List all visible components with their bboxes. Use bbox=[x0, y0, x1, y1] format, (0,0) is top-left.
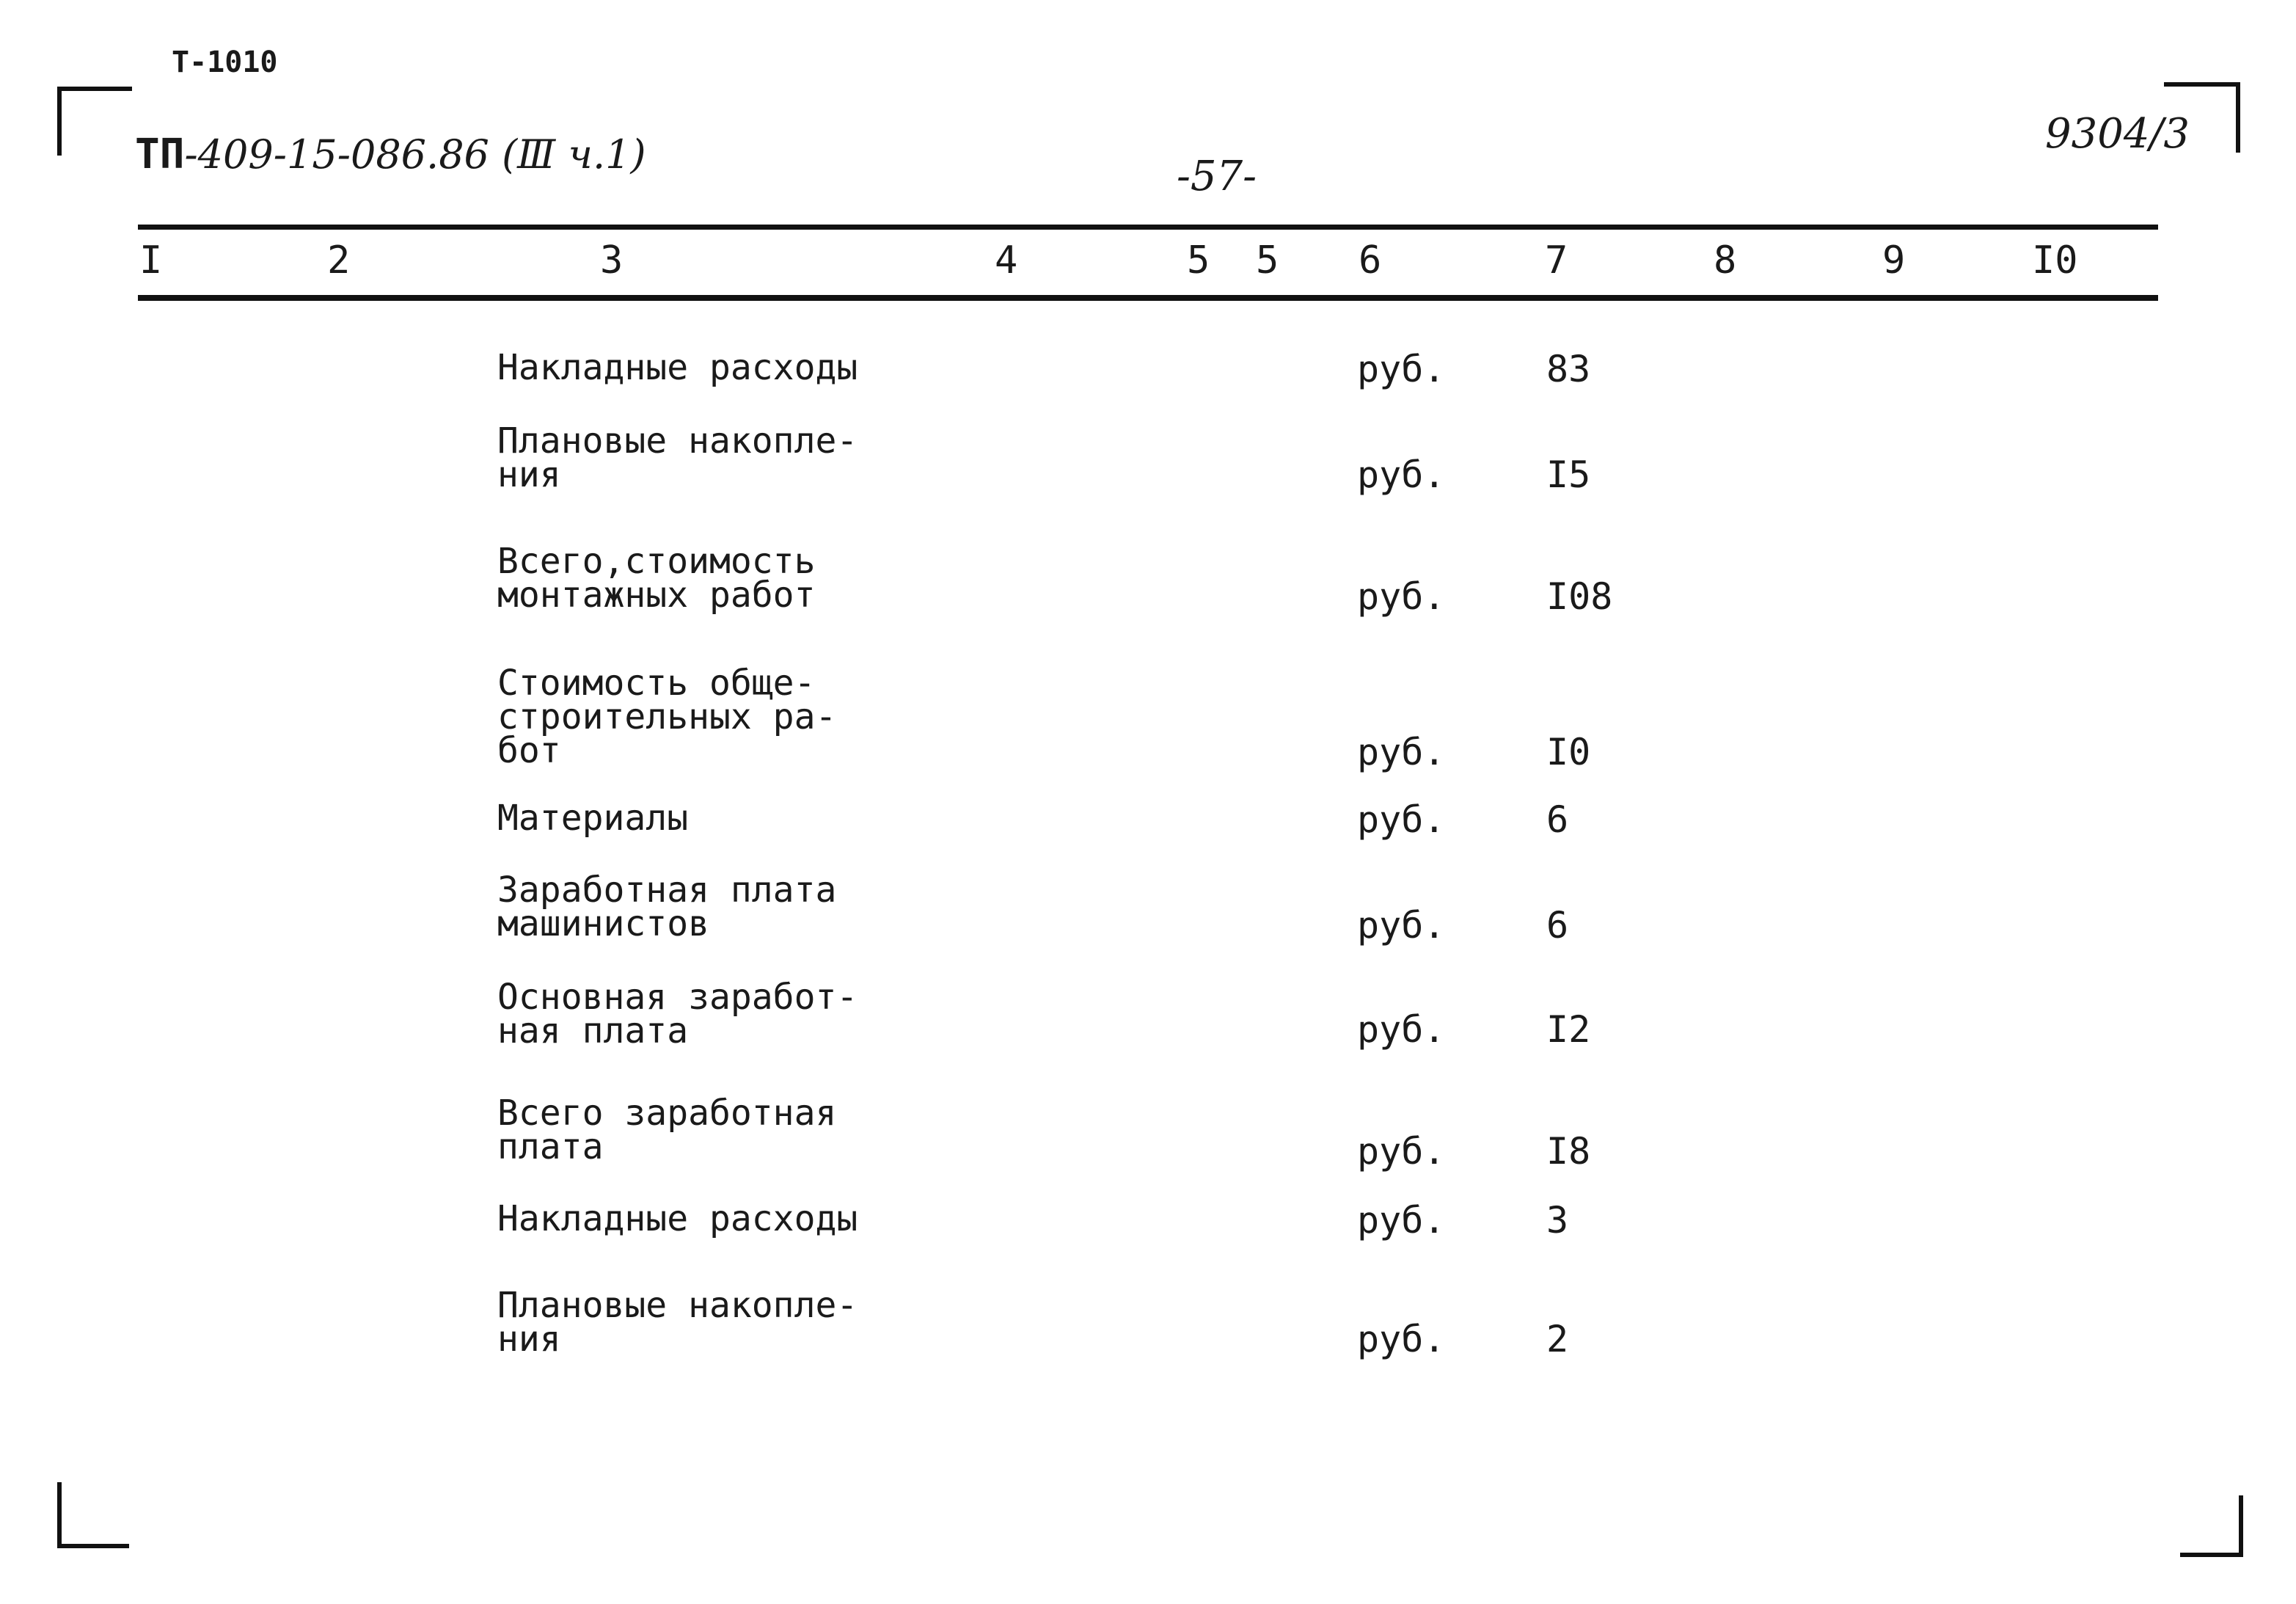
row-description: Материалы bbox=[497, 798, 689, 839]
row-description: Плановые накопле- ния bbox=[497, 1285, 858, 1360]
corner-mark-top-left-v bbox=[57, 87, 62, 156]
column-number-5a: 5 bbox=[1187, 238, 1210, 282]
row-unit: руб. bbox=[1357, 1130, 1446, 1173]
column-number-9: 9 bbox=[1882, 238, 1906, 282]
row-description: Всего заработная плата bbox=[497, 1093, 837, 1167]
archive-number: 9304/3 bbox=[2045, 110, 2190, 158]
document-code bbox=[135, 131, 646, 178]
corner-mark-top-left-h bbox=[57, 87, 132, 91]
corner-mark-top-right-h bbox=[2164, 82, 2239, 87]
row-value: I2 bbox=[1546, 1008, 1591, 1051]
corner-mark-bottom-right-v bbox=[2239, 1495, 2243, 1557]
column-number-4: 4 bbox=[995, 238, 1018, 282]
corner-mark-bottom-left-v bbox=[57, 1482, 62, 1548]
row-unit: руб. bbox=[1357, 348, 1446, 390]
row-description: Заработная плата машинистов bbox=[497, 870, 837, 944]
row-value: I5 bbox=[1546, 453, 1591, 496]
corner-mark-bottom-right-h bbox=[2180, 1553, 2243, 1557]
row-unit: руб. bbox=[1357, 798, 1446, 841]
row-description: Основная заработ- ная плата bbox=[497, 977, 858, 1051]
row-unit: руб. bbox=[1357, 731, 1446, 773]
row-value: I08 bbox=[1546, 575, 1613, 618]
row-description: Накладные расходы bbox=[497, 347, 858, 388]
table-top-rule bbox=[138, 225, 2158, 230]
row-unit: руб. bbox=[1357, 1318, 1446, 1360]
row-description: Стоимость обще- строительных ра- бот bbox=[497, 663, 837, 771]
row-value: 6 bbox=[1546, 904, 1569, 947]
row-description: Плановые накопле- ния bbox=[497, 420, 858, 495]
row-description: Накладные расходы bbox=[497, 1198, 858, 1239]
row-unit: руб. bbox=[1357, 904, 1446, 947]
doc-prefix: ТП bbox=[135, 131, 185, 178]
row-description: Всего,стоимость монтажных работ bbox=[497, 541, 816, 616]
row-value: 3 bbox=[1546, 1199, 1569, 1242]
row-unit: руб. bbox=[1357, 453, 1446, 496]
row-value: 6 bbox=[1546, 798, 1569, 841]
column-number-1: I bbox=[139, 238, 163, 282]
page-number: -57- bbox=[1177, 153, 1257, 200]
row-unit: руб. bbox=[1357, 575, 1446, 618]
corner-mark-top-right-v bbox=[2236, 82, 2240, 153]
column-number-3: 3 bbox=[600, 238, 624, 282]
column-number-5b: 5 bbox=[1256, 238, 1279, 282]
row-unit: руб. bbox=[1357, 1008, 1446, 1051]
corner-mark-bottom-left-h bbox=[57, 1544, 129, 1548]
column-number-2: 2 bbox=[327, 238, 351, 282]
column-number-7: 7 bbox=[1545, 238, 1568, 282]
sheet-code: Т-1010 bbox=[172, 45, 278, 79]
row-unit: руб. bbox=[1357, 1199, 1446, 1242]
row-value: 2 bbox=[1546, 1318, 1569, 1360]
row-value: I0 bbox=[1546, 731, 1591, 773]
column-number-8: 8 bbox=[1714, 238, 1737, 282]
table-header-rule bbox=[138, 295, 2158, 301]
column-number-6: 6 bbox=[1359, 238, 1382, 282]
doc-number: -409-15-086.86 (Ⅲ ч.1) bbox=[184, 131, 646, 178]
column-number-10: I0 bbox=[2032, 238, 2078, 282]
row-value: I8 bbox=[1546, 1130, 1591, 1173]
row-value: 83 bbox=[1546, 348, 1591, 390]
